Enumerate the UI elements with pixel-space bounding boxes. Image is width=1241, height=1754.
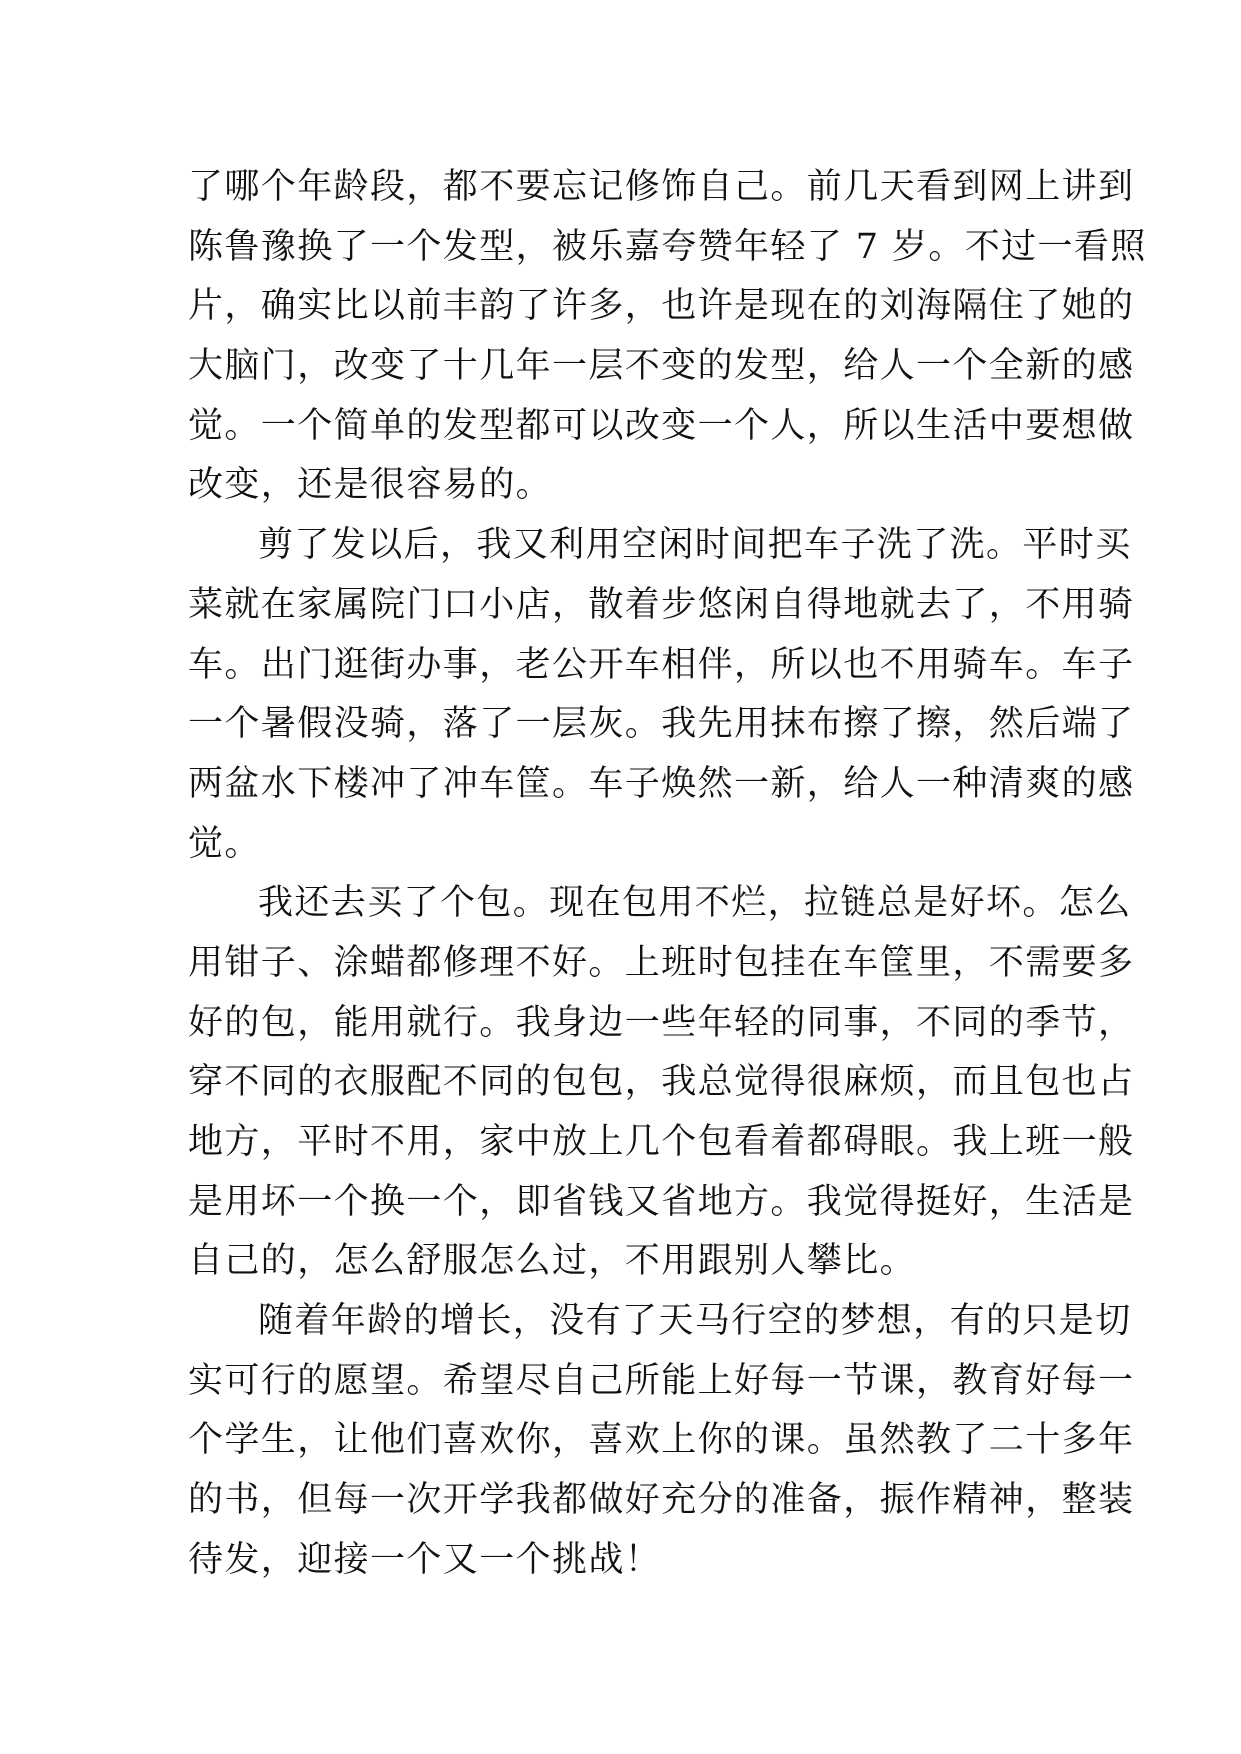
text-line: 地方，平时不用，家中放上几个包看着都碍眼。我上班一般	[188, 1122, 1135, 1162]
text-line: 实可行的愿望。希望尽自己所能上好每一节课，教育好每一	[188, 1360, 1135, 1401]
text-line: 用钳子、涂蜡都修理不好。上班时包挂在车筐里，不需要多	[188, 942, 1135, 983]
paragraph-4	[188, 1292, 1135, 1590]
text-line: 一个暑假没骑，落了一层灰。我先用抹布擦了擦，然后端了	[188, 704, 1135, 745]
text-line: 剪了发以后，我又利用空闲时间把车子洗了洗。平时买	[258, 525, 1132, 566]
text-line: 是用坏一个换一个，即省钱又省地方。我觉得挺好，生活是	[188, 1181, 1135, 1222]
text-line: 穿不同的衣服配不同的包包，我总觉得很麻烦，而且包也占	[188, 1062, 1135, 1103]
text-line: 的书，但每一次开学我都做好充分的准备，振作精神，整装	[188, 1480, 1135, 1521]
paragraph-2	[188, 516, 1135, 874]
text-line: 觉。	[188, 823, 261, 864]
text-line: 陈鲁豫换了一个发型，被乐嘉夸赞年轻了 7 岁。不过一看照	[188, 226, 1147, 267]
text-line: 我还去买了个包。现在包用不烂，拉链总是好坏。怎么	[258, 883, 1132, 924]
text-line: 大脑门，改变了十几年一层不变的发型，给人一个全新的感	[188, 346, 1135, 387]
text-line: 觉。一个简单的发型都可以改变一个人，所以生活中要想做	[188, 405, 1135, 446]
text-line: 菜就在家属院门口小店，散着步悠闲自得地就去了，不用骑	[188, 584, 1135, 625]
text-line: 随着年龄的增长，没有了天马行空的梦想，有的只是切	[258, 1301, 1132, 1342]
paragraph-1	[188, 158, 1147, 516]
text-line: 改变，还是很容易的。	[188, 465, 553, 506]
text-line: 了哪个年龄段，都不要忘记修饰自己。前几天看到网上讲到	[188, 167, 1135, 207]
text-line: 待发，迎接一个又一个挑战！	[188, 1539, 662, 1580]
text-line: 个学生，让他们喜欢你，喜欢上你的课。虽然教了二十多年	[188, 1420, 1135, 1461]
text-line: 两盆水下楼冲了冲车筐。车子焕然一新，给人一种清爽的感	[188, 763, 1135, 804]
paragraph-3	[188, 874, 1135, 1292]
document-body	[188, 158, 1147, 1591]
text-line: 自己的，怎么舒服怎么过，不用跟别人攀比。	[188, 1241, 917, 1282]
text-line: 好的包，能用就行。我身边一些年轻的同事，不同的季节，	[188, 1002, 1135, 1043]
text-line: 车。出门逛街办事，老公开车相伴，所以也不用骑车。车子	[188, 644, 1135, 685]
text-line: 片，确实比以前丰韵了许多，也许是现在的刘海隔住了她的	[188, 286, 1135, 327]
